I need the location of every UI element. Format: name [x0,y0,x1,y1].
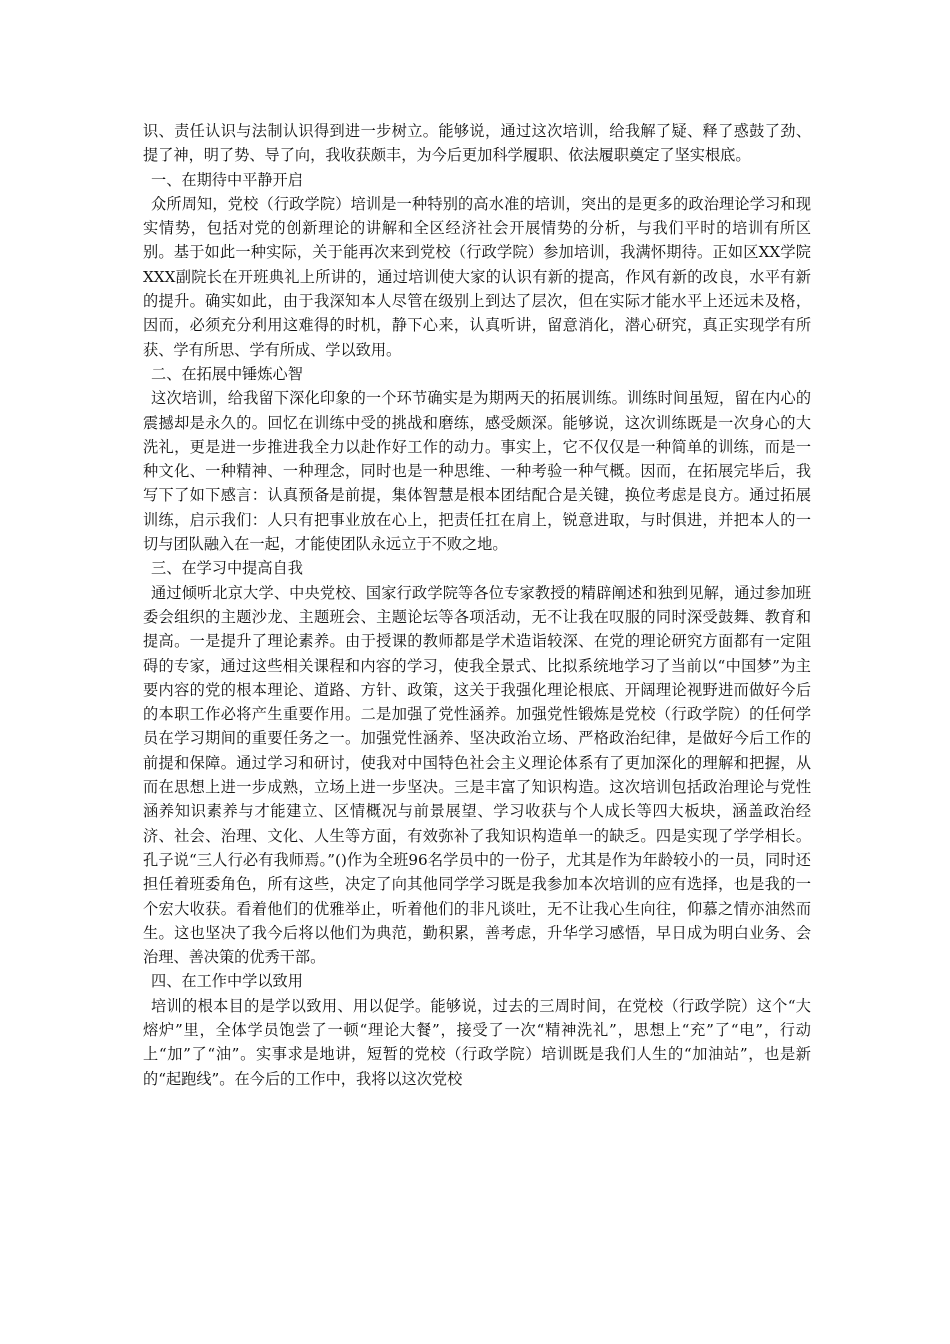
section-body-3: 通过倾听北京大学、中央党校、国家行政学院等各位专家教授的精辟阐述和独到见解，通过参加班委会组织的主题沙龙、主题班会、主题论坛等各项活动，无不让我在叹服的同时深受鼓舞、教育和提高。一是提升了理论素养。由于授课的教师都是学术造诣较深、在党的理论研究方面都有一定阻碍的专家，通过这些相关课程和内容的学习，使我全景式、比拟系统地学习了当前以“中国梦”为主要内容的党的根本理论、道路、方针、政策，这关于我强化理论根底、开阔理论视野进而做好今后的本职工作必将产生重要作用。二是加强了党性涵养。加强党性锻炼是党校（行政学院）的任何学员在学习期间的重要任务之一。加强党性涵养、坚决政治立场、严格政治纪律，是做好今后工作的前提和保障。通过学习和研讨，使我对中国特色社会主义理论体系有了更加深化的理解和把握，从而在思想上进一步成熟，立场上进一步坚决。三是丰富了知识构造。这次培训包括政治理论与党性涵养知识素养与才能建立、区情概况与前景展望、学习收获与个人成长等四大板块，涵盖政治经济、社会、治理、文化、人生等方面，有效弥补了我知识构造单一的缺乏。四是实现了学学相长。孔子说“三人行必有我师焉。”()作为全班96名学员中的一份子，尤其是作为年龄较小的一员，同时还担任着班委角色，所有这些，决定了向其他同学学习既是我参加本次培训的应有选择，也是我的一个宏大收获。看着他们的优雅举止，听着他们的非凡谈吐，无不让我心生向往，仰慕之情亦油然而生。这也坚决了我今后将以他们为典范，勤积累，善考虑，升华学习感悟，早日成为明白业务、会治理、善决策的优秀干部。 [143,583,811,967]
section-heading-3: 三、在学习中提高自我 [151,559,303,578]
intro-paragraph: 识、责任认识与法制认识得到进一步树立。能够说，通过这次培训，给我解了疑、释了惑鼓了劲、提了神，明了势、导了向，我收获颇丰，为今后更加科学履职、依法履职奠定了坚实根底。 [143,122,811,165]
section-heading-2: 二、在拓展中锤炼心智 [151,364,303,383]
document-page [143,119,811,1091]
section-body-4: 培训的根本目的是学以致用、用以促学。能够说，过去的三周时间，在党校（行政学院）这个“大熔炉”里，全体学员饱尝了一顿“理论大餐”，接受了一次“精神洗礼”，思想上“充”了“电”，行动上“加”了“油”。实事求是地讲，短暂的党校（行政学院）培训既是我们人生的“加油站”，也是新的“起跑线”。在今后的工作中，我将以这次党校 [143,996,811,1088]
section-body-1: 众所周知，党校（行政学院）培训是一种特别的高水准的培训，突出的是更多的政治理论学习和现实情势，包括对党的创新理论的讲解和全区经济社会开展情势的分析，与我们平时的培训有所区别。基于如此一种实际，关于能再次来到党校（行政学院）参加培训，我满怀期待。正如区XX学院XXX副院长在开班典礼上所讲的，通过培训使大家的认识有新的提高，作风有新的改良，水平有新的提升。确实如此，由于我深知本人尽管在级别上到达了层次，但在实际才能水平上还远未及格，因而，必须充分利用这难得的时机，静下心来，认真听讲，留意消化，潜心研究，真正实现学有所获、学有所思、学有所成、学以致用。 [143,194,811,359]
section-body-2: 这次培训，给我留下深化印象的一个环节确实是为期两天的拓展训练。训练时间虽短，留在内心的震撼却是永久的。回忆在训练中受的挑战和磨练，感受颇深。能够说，这次训练既是一次身心的大洗礼，更是进一步推进我全力以赴作好工作的动力。事实上，它不仅仅是一种简单的训练，而是一种文化、一种精神、一种理念，同时也是一种思维、一种考验一种气概。因而，在拓展完毕后，我写下了如下感言：认真预备是前提，集体智慧是根本团结配合是关键，换位考虑是良方。通过拓展训练，启示我们：人只有把事业放在心上，把责任扛在肩上，锐意进取，与时俱进，并把本人的一切与团队融入在一起，才能使团队永远立于不败之地。 [143,389,811,554]
section-heading-1: 一、在期待中平静开启 [151,170,303,189]
section-heading-4: 四、在工作中学以致用 [151,972,303,991]
